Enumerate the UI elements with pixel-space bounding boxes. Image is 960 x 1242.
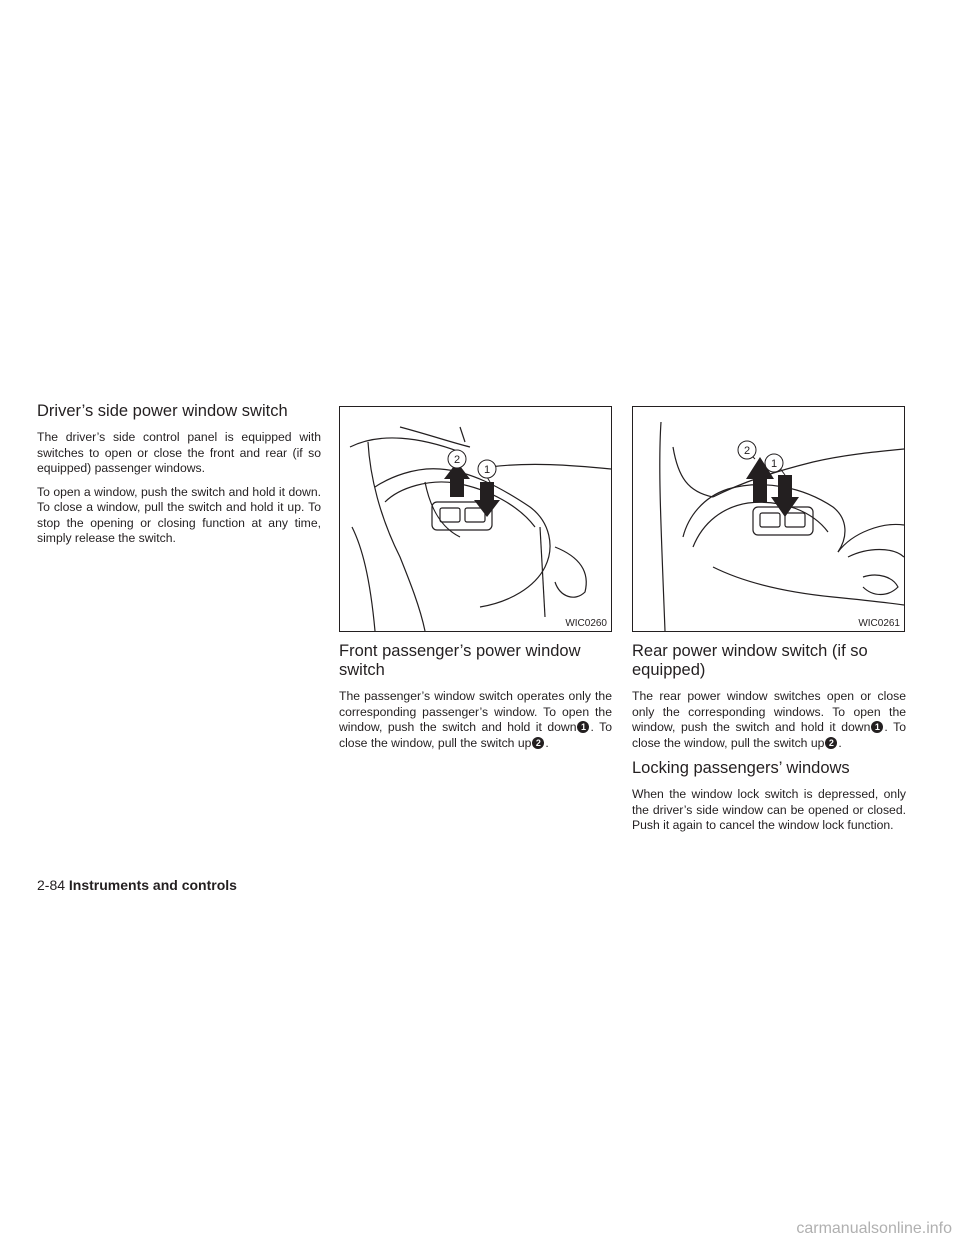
paragraph-front-passenger: The passenger’s window switch operates only the corresponding passenger’s window. To open the window, push the switch and hold it down 1 . To close the window, pull the switch up 2 .: [339, 689, 612, 750]
illustration-front-switch: [340, 407, 611, 631]
callout-2: 2: [743, 445, 751, 457]
column-right: [632, 406, 906, 842]
heading-front-passenger: Front passenger’s power window switch: [339, 642, 581, 679]
column-middle: [339, 406, 612, 759]
heading-rear-switch: Rear power window switch (if so equipped): [632, 642, 868, 679]
figure-rear-switch: [632, 406, 905, 632]
paragraph-locking-windows: When the window lock switch is depressed, only the driver’s side window can be opened or closed. Push it again to cancel the window lock function.: [632, 787, 906, 832]
page-footer: [37, 876, 237, 894]
figure-code: WIC0260: [565, 618, 607, 629]
heading-locking-windows: Locking passengers’ windows: [632, 759, 850, 777]
figure-code: WIC0261: [858, 618, 900, 629]
ref-circle-1: 1: [577, 721, 589, 733]
ref-circle-1: 1: [871, 721, 883, 733]
figure-front-passenger-switch: [339, 406, 612, 632]
paragraph-rear-switch: The rear power window switches open or close only the corresponding windows. To open the window, push the switch and hold it down 1 . To close the window, pull the switch up 2 .: [632, 689, 906, 750]
callout-2: 2: [453, 454, 461, 466]
page-number: 2-84: [37, 877, 66, 893]
callout-1: 1: [483, 464, 491, 476]
ref-circle-2: 2: [825, 737, 837, 749]
ref-circle-2: 2: [532, 737, 544, 749]
column-left: [37, 402, 321, 555]
watermark: carmanualsonline.info: [796, 1220, 952, 1237]
paragraph-drivers-1: The driver’s side control panel is equipped with switches to open or close the front and rear (if so equipped) passenger windows.: [37, 430, 321, 475]
heading-drivers-switch: Driver’s side power window switch: [37, 402, 288, 420]
footer-section-title: Instruments and controls: [68, 877, 237, 893]
callout-1: 1: [770, 458, 778, 470]
paragraph-drivers-2: To open a window, push the switch and hold it down. To close a window, pull the switch and hold it up. To stop the opening or closing function at any time, simply release the switch.: [37, 484, 321, 545]
illustration-rear-switch: [633, 407, 904, 631]
